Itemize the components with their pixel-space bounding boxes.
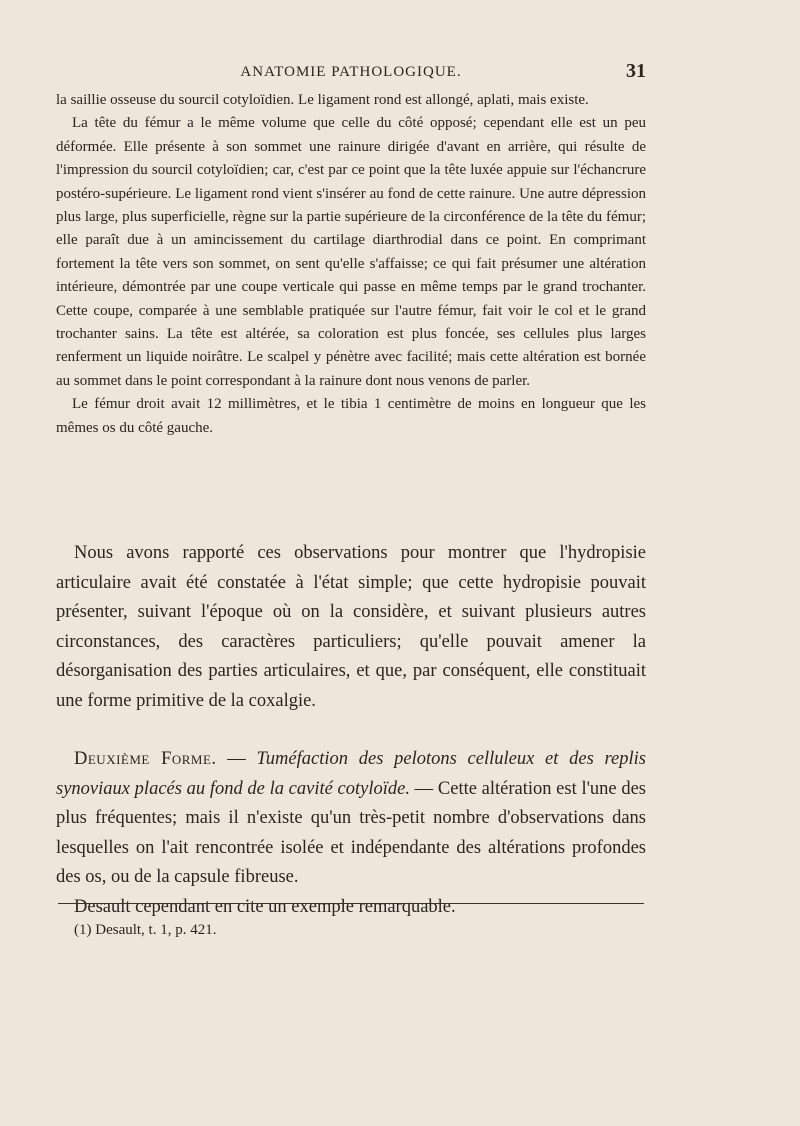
paragraph: la saillie osseuse du sourcil cotyloïdien. Le ligament rond est allongé, aplati, mais existe.	[56, 92, 589, 108]
section-dash: —	[216, 749, 257, 769]
paragraph: Nous avons rapporté ces observations pour montrer que l'hydropisie articulaire avait été constatée à l'état simple; que cette hydropisie pouvait présenter, suivant l'époque où on la considère, et suivant plusieurs autres circonstances, des caractères particuliers; qu'elle pouvait amener la désorganisation des parties articulaires, et que, par conséquent, elle constituait une forme primitive de la coxalgie.	[56, 543, 646, 711]
paragraph: Desault cependant en cite un exemple remarquable.	[74, 896, 456, 917]
paragraph: Le fémur droit avait 12 millimètres, et le tibia 1 centimètre de moins en longueur que les mêmes os du côté gauche.	[56, 396, 646, 436]
small-print-block	[56, 89, 646, 440]
section-paragraph	[56, 745, 646, 893]
section-text: — Cette altération est l'une des plus fréquentes; mais il n'existe qu'un très-petit nombre d'observations dans lesquelles on l'ait rencontrée isolée et indépendante des altérations profondes des os, ou de la capsule fibreuse.	[56, 778, 646, 887]
main-text-block	[56, 539, 646, 922]
section-label: Deuxième Forme.	[74, 749, 217, 769]
footnote: (1) Desault, t. 1, p. 421.	[74, 922, 217, 938]
paragraph: La tête du fémur a le même volume que celle du côté opposé; cependant elle est un peu déformée. Elle présente à son sommet une rainure dirigée d'avant en arrière, qui résulte de l'impression du sourcil cotyloïdien; car, c'est par ce point que la tête luxée appuie sur l'échancrure postéro-supérieure. Le ligament rond vient s'insérer au fond de cette rainure. Une autre dépression plus large, plus superficielle, règne sur la partie supérieure de la circonférence de la tête du fémur; elle paraît due à un amincissement du cartilage diarthrodial dans ce point. En comprimant fortement la tête vers son sommet, on sent qu'elle s'affaisse; ce qui fait présumer une altération intérieure, démontrée par une coupe verticale qui passe en même temps par le grand trochanter. Cette coupe, comparée à une semblable pratiquée sur l'autre fémur, fait voir le col et le grand trochanter sains. La tête est altérée, sa coloration est plus foncée, ses cellules plus larges renferment un liquide noirâtre. Le scalpel y pénètre avec facilité; mais cette altération est bornée au sommet dans le point correspondant à la rainure dont nous venons de parler.	[56, 115, 646, 389]
page-header	[56, 60, 646, 86]
page-number: 31	[626, 60, 646, 82]
footnote-rule	[58, 903, 644, 904]
running-head: ANATOMIE PATHOLOGIQUE.	[240, 64, 462, 80]
section-title: Tuméfaction des pelotons celluleux et des replis synoviaux placés au fond de la cavité cotyloïde.	[56, 749, 646, 799]
